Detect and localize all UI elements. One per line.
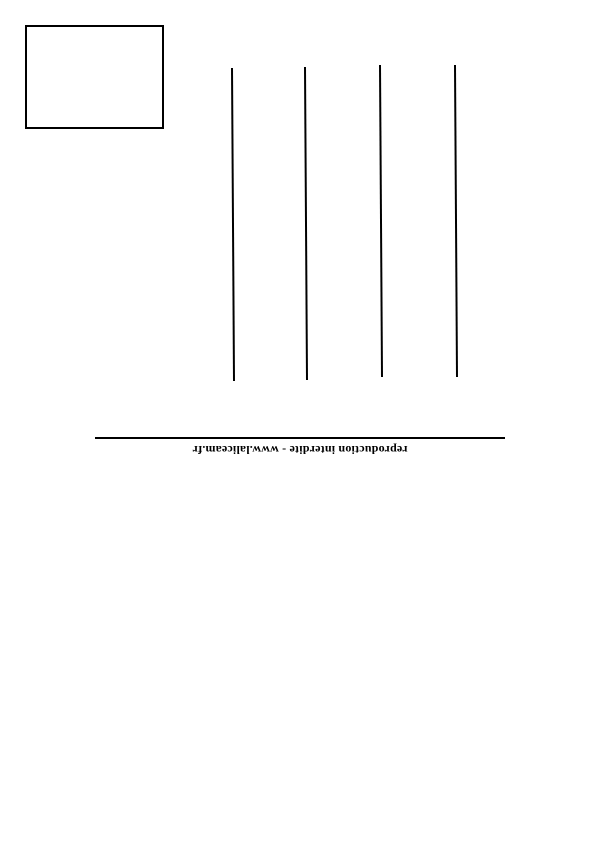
address-line [455, 65, 457, 377]
address-line [305, 67, 307, 380]
address-line [380, 65, 382, 377]
copyright-footer: reproduction interdite - www.laliceam.fr [192, 443, 408, 457]
address-line [232, 68, 234, 381]
divider-line [95, 437, 505, 439]
